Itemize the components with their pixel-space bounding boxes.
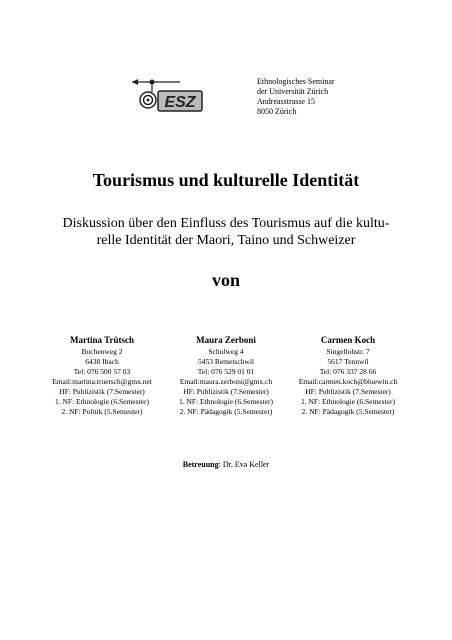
author-major: HF: Publizistik (7.Semester) [59, 387, 145, 396]
author-name: Martina Trütsch [70, 335, 134, 345]
author-email: Email:carmen.koch@bluewin.ch [298, 377, 398, 386]
institute-address [257, 77, 335, 117]
author-email: Email:maura.zerboni@gmx.ch [179, 377, 273, 386]
author-major: HF: Publizistik (7.Semester) [305, 387, 391, 396]
subtitle-line: relle Identität der Maori, Taino und Schweizer [96, 233, 356, 248]
esz-logo [130, 76, 204, 116]
author-minor-1: 1. NF: Ethnologie (6.Semester) [301, 397, 395, 406]
supervision-label: Betreuung [182, 460, 219, 469]
author-email: Email:martina.truetsch@gmx.net [52, 377, 152, 386]
author-phone: Tel: 076 529 01 01 [197, 367, 255, 376]
author-minor-2: 2. NF: Pädagogik (5.Semester) [301, 407, 395, 416]
document-subtitle [20, 215, 432, 249]
subtitle-line: Diskussion über den Einfluss des Tourismus auf die kultu- [62, 216, 390, 231]
supervisor-name: Dr. Eva Keller [222, 460, 270, 469]
address-line: der Universität Zürich [257, 87, 329, 96]
author-name: Maura Zerboni [196, 335, 256, 345]
von-heading: von [211, 270, 240, 290]
esz-logo-text: ESZ [164, 94, 196, 111]
author-name: Carmen Koch [320, 335, 376, 345]
author-city: 5453 Remetschwil [197, 357, 255, 366]
address-line: Andreasstrasse 15 [257, 97, 315, 106]
author-phone: Tel: 076 337 28 66 [319, 367, 377, 376]
author-city: 6438 Ibach [85, 357, 119, 366]
supervision-separator: : [218, 460, 223, 469]
author-street: Buchenweg 2 [81, 347, 123, 356]
author-minor-1: 1. NF: Ethnologie (6.Semester) [55, 397, 149, 406]
address-line: 8050 Zürich [257, 107, 297, 116]
author-city: 5617 Tennwil [327, 357, 369, 366]
author-street: Schulweg 4 [208, 347, 244, 356]
author-card [32, 334, 172, 417]
author-card [156, 334, 296, 417]
supervision-line [0, 460, 452, 469]
author-card [278, 334, 418, 417]
author-minor-2: 2. NF: Politik (5.Semester) [61, 407, 143, 416]
address-line: Ethnologisches Seminar [257, 77, 335, 86]
document-title: Tourismus und kulturelle Identität [92, 170, 360, 190]
author-phone: Tel: 076 500 57 03 [73, 367, 131, 376]
author-street: Singellohstr. 7 [326, 347, 370, 356]
author-minor-2: 2. NF: Pädagogik (5.Semester) [179, 407, 273, 416]
author-minor-1: 1. NF: Ethnologie (6.Semester) [179, 397, 273, 406]
author-major: HF: Publizistik (7.Semester) [183, 387, 269, 396]
